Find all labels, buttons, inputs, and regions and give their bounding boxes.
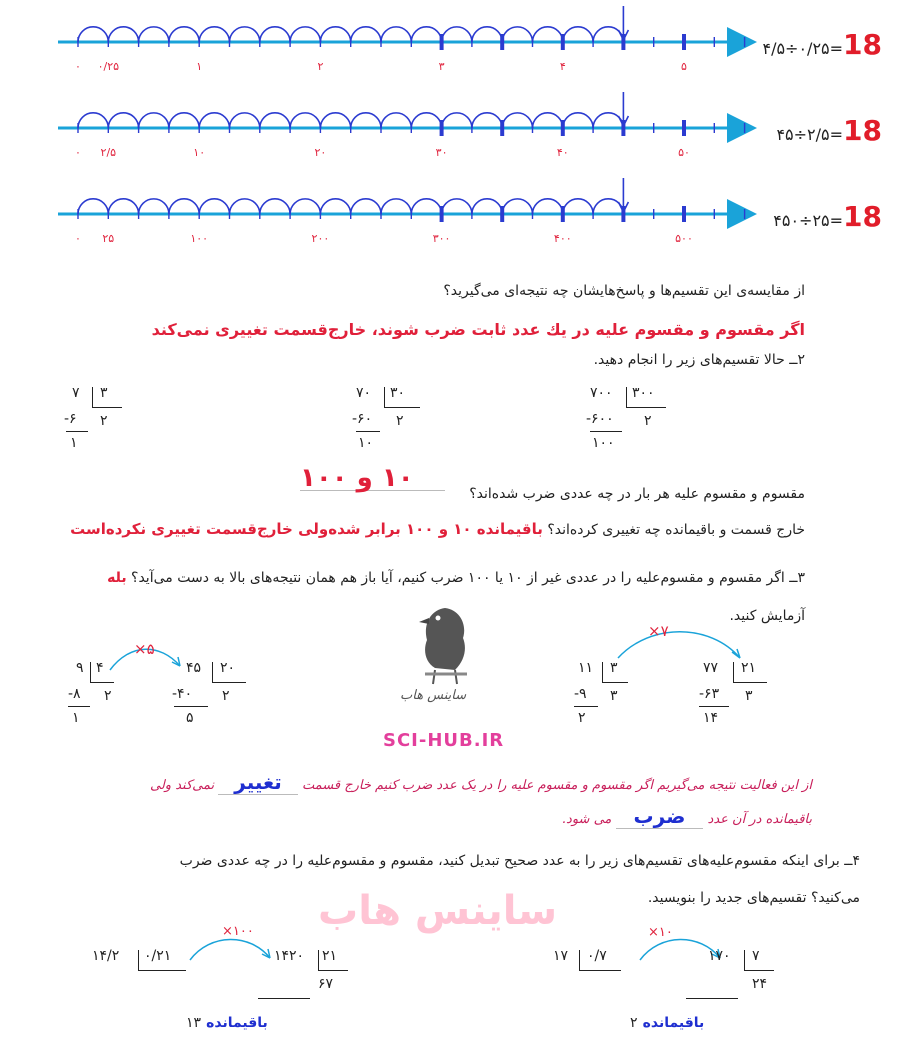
hop-arc [533, 199, 563, 214]
equation-row-2 [776, 114, 882, 147]
hop-arc [593, 27, 623, 42]
subtraction: -۶ [64, 411, 77, 427]
hop-arc [78, 199, 108, 214]
tick-label: ۱۰ [193, 146, 206, 159]
hop-arc [199, 199, 229, 214]
tick-label: ۲/۵ [100, 146, 117, 159]
subtraction: -۶۰ [352, 411, 373, 427]
hop-arc [351, 27, 381, 42]
subtraction: -۶۳ [699, 686, 720, 702]
multiplier-label: ×۱۰ [648, 925, 673, 940]
division-17-0.7 [553, 948, 643, 978]
remainder: ۵ [186, 710, 194, 726]
hop-arc [563, 113, 593, 128]
dividend: ۱۷ [553, 948, 569, 964]
logo-text: ساینس هاب [400, 688, 467, 703]
new-divisor: ۲۱ [322, 948, 338, 964]
conclusion-text: از این فعالیت نتیجه می‌گیریم اگر مقسوم و مقسوم علیه را در یک عدد ضرب کنیم خارج قسمت [301, 778, 812, 793]
dividend: ۱۱ [578, 660, 594, 676]
quotient: ۳ [745, 688, 753, 704]
hop-arc [139, 199, 169, 214]
hop-arc [593, 199, 623, 214]
hop-arc [169, 27, 199, 42]
tick-label: ۲۵ [102, 232, 115, 245]
remainder-label: باقیمانده [206, 1015, 268, 1031]
remainder: ۱۴ [703, 710, 719, 726]
number-line-2 [58, 92, 745, 159]
hop-arc [290, 113, 320, 128]
change-question [70, 520, 805, 538]
tick-label: ۲ [317, 60, 324, 73]
question-2: ۲ــ حالا تقسیم‌های زیر را انجام دهید. [593, 352, 805, 368]
subtraction: -۹ [574, 686, 587, 702]
divisor: ۳ [610, 660, 618, 676]
result-18: 18 [843, 114, 882, 147]
hop-arc [533, 27, 563, 42]
remainder-label: باقیمانده [642, 1015, 705, 1031]
hop-arc [290, 27, 320, 42]
tick-label: ۲۰۰ [311, 232, 330, 245]
hop-arc [472, 27, 502, 42]
tick-label: ۰ [75, 60, 81, 73]
division-77-21 [699, 660, 793, 735]
division-70-30 [352, 385, 456, 460]
hop-arc [502, 113, 532, 128]
tick-label: ۱۰۰ [190, 232, 209, 245]
hop-arc [442, 199, 472, 214]
divisor: ۲۰ [220, 660, 236, 676]
dividend: ۷ [72, 385, 80, 401]
tick-label: ۳۰۰ [432, 232, 451, 245]
divisor: ۲۱ [741, 660, 757, 676]
hop-arc [139, 27, 169, 42]
result-18: 18 [843, 28, 882, 61]
remainder: ۲ [578, 710, 586, 726]
dividend: ۱۴/۲ [92, 948, 120, 964]
tick-label: ۰ [75, 146, 81, 159]
equation-row-1 [762, 28, 882, 61]
equation-text: ۴/۵÷۰/۲۵= [762, 39, 844, 58]
remainder-row-left [186, 1012, 268, 1031]
result-18: 18 [843, 200, 882, 233]
hop-arc [290, 199, 320, 214]
hop-arc [108, 199, 138, 214]
hop-arc [108, 113, 138, 128]
hop-arc [230, 113, 260, 128]
remainder: ۱۰۰ [592, 435, 615, 451]
dividend: ۴۵ [186, 660, 202, 676]
dividend: ۷۰۰ [590, 385, 613, 401]
remainder-row-right [630, 1012, 704, 1031]
equation-text: ۴۵۰÷۲۵= [773, 211, 844, 230]
question-3-text: ۳ــ اگر مقسوم و مقسوم‌علیه را در عددی غیر از ۱۰ یا ۱۰۰ ضرب کنیم، آیا باز هم همان نتیجه‌های بالا به دست می‌آید؟ [131, 570, 805, 586]
hop-arc [533, 113, 563, 128]
tick-label: ۴ [559, 60, 566, 73]
divisor: ۴ [96, 660, 104, 676]
remainder: ۱۰ [358, 435, 374, 451]
hop-arc [593, 113, 623, 128]
hop-arc [78, 27, 108, 42]
number-line-3 [58, 178, 745, 245]
bird-logo-icon [405, 600, 485, 690]
tick-label: ۵۰۰ [675, 232, 693, 245]
divisor: ۳۰ [390, 385, 406, 401]
remainder: ۱ [72, 710, 80, 726]
change-question-text: خارج قسمت و باقیمانده چه تغییری کرده‌اند؟ [547, 522, 805, 538]
quotient: ۲ [222, 688, 230, 704]
hop-arc [351, 113, 381, 128]
watermark-text [318, 888, 557, 934]
hop-arc [563, 27, 593, 42]
hop-arc [169, 113, 199, 128]
divisor: ۰/۲۱ [144, 948, 172, 964]
division-700-300 [586, 385, 700, 460]
hop-arc [472, 199, 502, 214]
hop-arc [320, 27, 350, 42]
division-45-20 [172, 660, 266, 735]
logo-url: SCI-HUB.IR [383, 730, 505, 751]
hop-arc [502, 199, 532, 214]
tick-label: ۵ [681, 60, 687, 73]
hop-arc [502, 27, 532, 42]
hop-arc [320, 113, 350, 128]
hop-arc [139, 113, 169, 128]
quotient: ۲۴ [752, 976, 768, 992]
hop-arc [230, 199, 260, 214]
tick-label: ۵۰ [678, 146, 690, 159]
dividend: ۷۷ [703, 660, 719, 676]
equation-text: ۴۵÷۲/۵= [776, 125, 844, 144]
hop-arc [230, 27, 260, 42]
hop-arc [472, 113, 502, 128]
conclusion-text-end: می شود. [561, 812, 612, 827]
tick-label: ۳ [438, 60, 445, 73]
tick-label: ۳۰ [435, 146, 448, 159]
tick-label: ۰ [75, 232, 81, 245]
quotient: ۳ [610, 688, 618, 704]
multiplier-label: ×۷ [648, 622, 669, 640]
quotient: ۲ [644, 413, 652, 429]
new-divisor: ۷ [752, 948, 760, 964]
multiply-answer: ۱۰ و ۱۰۰ [300, 463, 414, 493]
division-1420-21 [274, 948, 354, 998]
tick-label: ۲۰ [314, 146, 327, 159]
change-answer: باقیمانده ۱۰ و ۱۰۰ برابر شده‌ولی خارج‌قسمت تغییری نکرده‌است [70, 520, 543, 538]
remainder: ۱۳ [186, 1015, 202, 1031]
subtraction: -۴۰ [172, 686, 193, 702]
question-4-line2: می‌کنید؟ تقسیم‌های جدید را بنویسید. [647, 890, 860, 906]
hop-arc [381, 113, 411, 128]
new-dividend: ۱۷۰ [708, 948, 731, 964]
number-line-1 [58, 6, 745, 73]
question-3 [107, 570, 805, 586]
hop-arc [411, 113, 441, 128]
dividend: ۹ [76, 660, 84, 676]
division-14.2-0.21 [92, 948, 192, 978]
multiplier-label: ×۵ [134, 640, 155, 658]
new-dividend: ۱۴۲۰ [274, 948, 305, 964]
multiplier-label: ×۱۰۰ [222, 924, 254, 939]
division-7-3 [64, 385, 162, 460]
conclusion-answer-1: تغییر [218, 770, 298, 795]
quotient: ۶۷ [318, 976, 334, 992]
subtraction: -۶۰۰ [586, 411, 614, 427]
dividend: ۷۰ [356, 385, 372, 401]
hop-arc [260, 199, 290, 214]
tick-label: ۴۰۰ [553, 232, 572, 245]
question-4-line1: ۴ــ برای اینکه مقسوم‌علیه‌های تقسیم‌های زیر را به عدد صحیح تبدیل کنید، مقسوم و مقسوم‌علیه را در چه عددی ضرب [179, 853, 860, 869]
hop-arc [108, 27, 138, 42]
compare-question: از مقایسه‌ی این تقسیم‌ها و پاسخ‌هایشان چه نتیجه‌ای می‌گیرید؟ [443, 283, 805, 299]
question-3-line2: آزمایش کنید. [729, 608, 805, 624]
division-11-3 [574, 660, 638, 735]
remainder: ۲ [630, 1015, 638, 1031]
hop-arc [411, 27, 441, 42]
hop-arc [563, 199, 593, 214]
hop-arc [260, 113, 290, 128]
hop-arc [442, 113, 472, 128]
remainder-line [686, 998, 738, 999]
answer-3: بله [107, 570, 127, 586]
remainder-line [258, 998, 310, 999]
hop-arc [260, 27, 290, 42]
tick-label: ۰/۲۵ [97, 60, 120, 73]
quotient: ۲ [104, 688, 112, 704]
hop-arc [442, 27, 472, 42]
tick-label: ۴۰ [556, 146, 569, 159]
divisor: ۰/۷ [587, 948, 607, 964]
hop-arc [169, 199, 199, 214]
multiply-question: مقسوم و مقسوم علیه هر بار در چه عددی ضرب شده‌اند؟ [469, 486, 805, 502]
division-170-7 [708, 948, 788, 998]
division-9-4 [68, 660, 136, 735]
conclusion-answer-2: ضرب [616, 804, 704, 829]
quotient: ۲ [100, 413, 108, 429]
quotient: ۲ [396, 413, 404, 429]
divisor: ۳۰۰ [632, 385, 655, 401]
compare-answer: اگر مقسوم و مقسوم علیه در یك عدد ثابت ضرب شوند، خارج‌قسمت تغییری نمی‌کند [151, 320, 805, 339]
subtraction: -۸ [68, 686, 81, 702]
hop-arc [381, 27, 411, 42]
hop-arc [199, 113, 229, 128]
hop-arc [351, 199, 381, 214]
remainder: ۱ [70, 435, 78, 451]
conclusion-line-2 [562, 804, 812, 828]
equation-row-3 [773, 200, 882, 233]
hop-arc [381, 199, 411, 214]
tick-label: ۱ [196, 60, 203, 73]
divisor: ۳ [100, 385, 108, 401]
hop-arc [78, 113, 108, 128]
conclusion-line-1 [150, 770, 812, 794]
hop-arc [411, 199, 441, 214]
watermark-label: ساینس هاب [318, 888, 558, 934]
conclusion-text-end: نمی‌کند ولی [149, 778, 215, 793]
hop-arc [199, 27, 229, 42]
conclusion-text: باقیمانده در آن عدد [707, 812, 812, 827]
hop-arc [320, 199, 350, 214]
